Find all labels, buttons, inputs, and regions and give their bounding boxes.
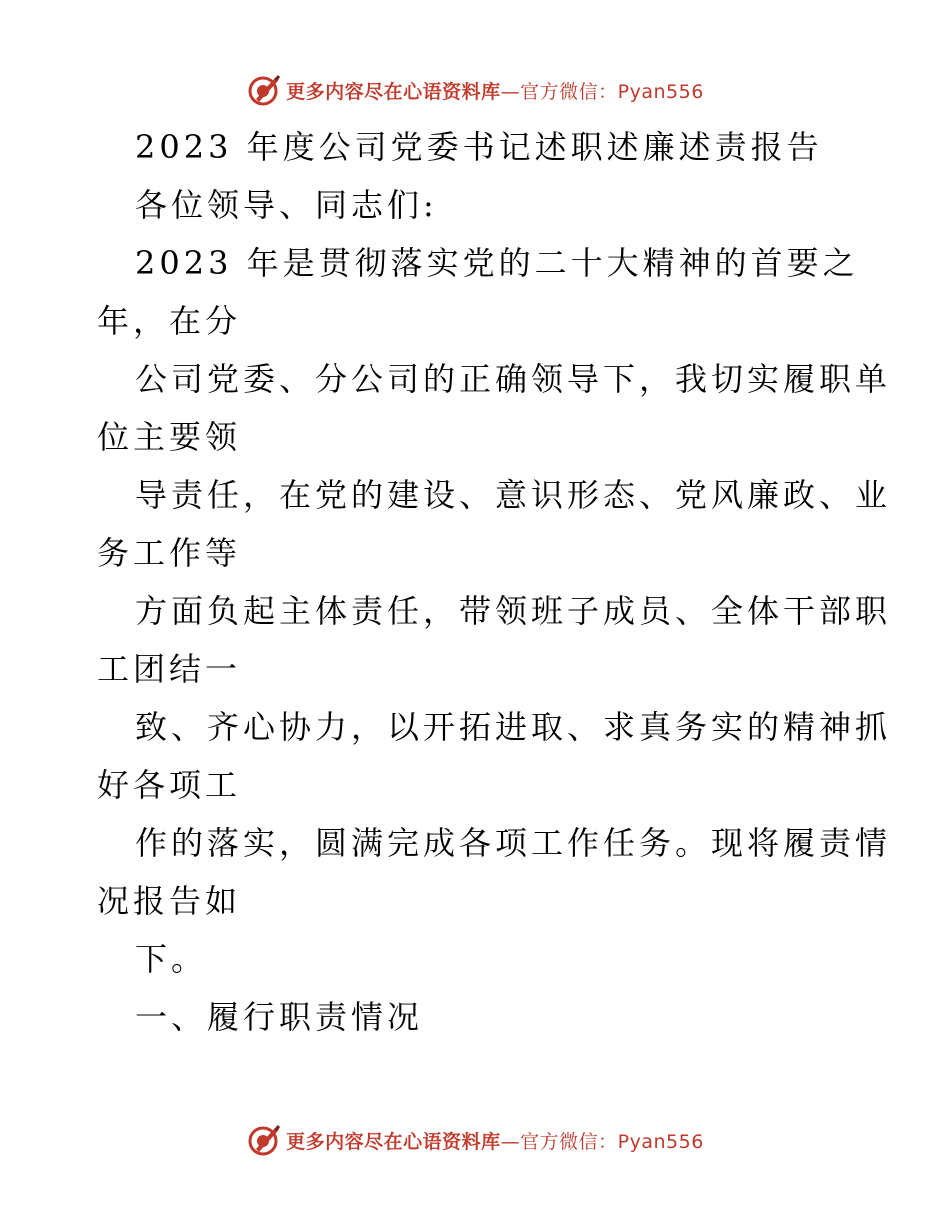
document-title: 2023 年度公司党委书记述职述廉述责报告 bbox=[135, 128, 823, 166]
pen-circle-logo-icon bbox=[246, 73, 280, 107]
header-banner-inner bbox=[246, 73, 704, 107]
footer-banner bbox=[0, 1120, 950, 1160]
paragraph-line: 导责任，在党的建设、意识形态、党风廉政、业 bbox=[135, 476, 892, 514]
banner-dash: — bbox=[500, 80, 521, 103]
footer-banner-text bbox=[286, 1127, 704, 1154]
paragraph-line: 年，在分 bbox=[97, 302, 242, 340]
banner-contact-text: 官方微信：Pyan556 bbox=[520, 80, 704, 103]
paragraph-line: 务工作等 bbox=[97, 534, 242, 572]
banner-dash: — bbox=[500, 1130, 521, 1153]
banner-lead-text: 更多内容尽在心语资料库 bbox=[286, 80, 501, 103]
footer-banner-inner bbox=[246, 1123, 704, 1157]
salutation: 各位领导、同志们: bbox=[135, 186, 438, 224]
paragraph-line: 位主要领 bbox=[97, 418, 242, 456]
banner-lead-text: 更多内容尽在心语资料库 bbox=[286, 1130, 501, 1153]
header-banner-text bbox=[286, 77, 704, 104]
paragraph-line: 方面负起主体责任，带领班子成员、全体干部职 bbox=[135, 592, 892, 630]
pen-circle-logo-icon bbox=[246, 1123, 280, 1157]
paragraph-line: 好各项工 bbox=[97, 766, 242, 804]
paragraph-line: 工团结一 bbox=[97, 650, 242, 688]
header-banner bbox=[0, 70, 950, 110]
banner-contact-text: 官方微信：Pyan556 bbox=[520, 1130, 704, 1153]
paragraph-line: 作的落实，圆满完成各项工作任务。现将履责情 bbox=[135, 824, 892, 862]
section-heading: 一、履行职责情况 bbox=[135, 998, 424, 1036]
paragraph-line: 致、齐心协力，以开拓进取、求真务实的精神抓 bbox=[135, 708, 892, 746]
paragraph-line: 况报告如 bbox=[97, 882, 242, 920]
paragraph-line: 2023 年是贯彻落实党的二十大精神的首要之 bbox=[135, 244, 859, 282]
paragraph-line: 公司党委、分公司的正确领导下，我切实履职单 bbox=[135, 360, 892, 398]
paragraph-line: 下。 bbox=[135, 940, 208, 978]
